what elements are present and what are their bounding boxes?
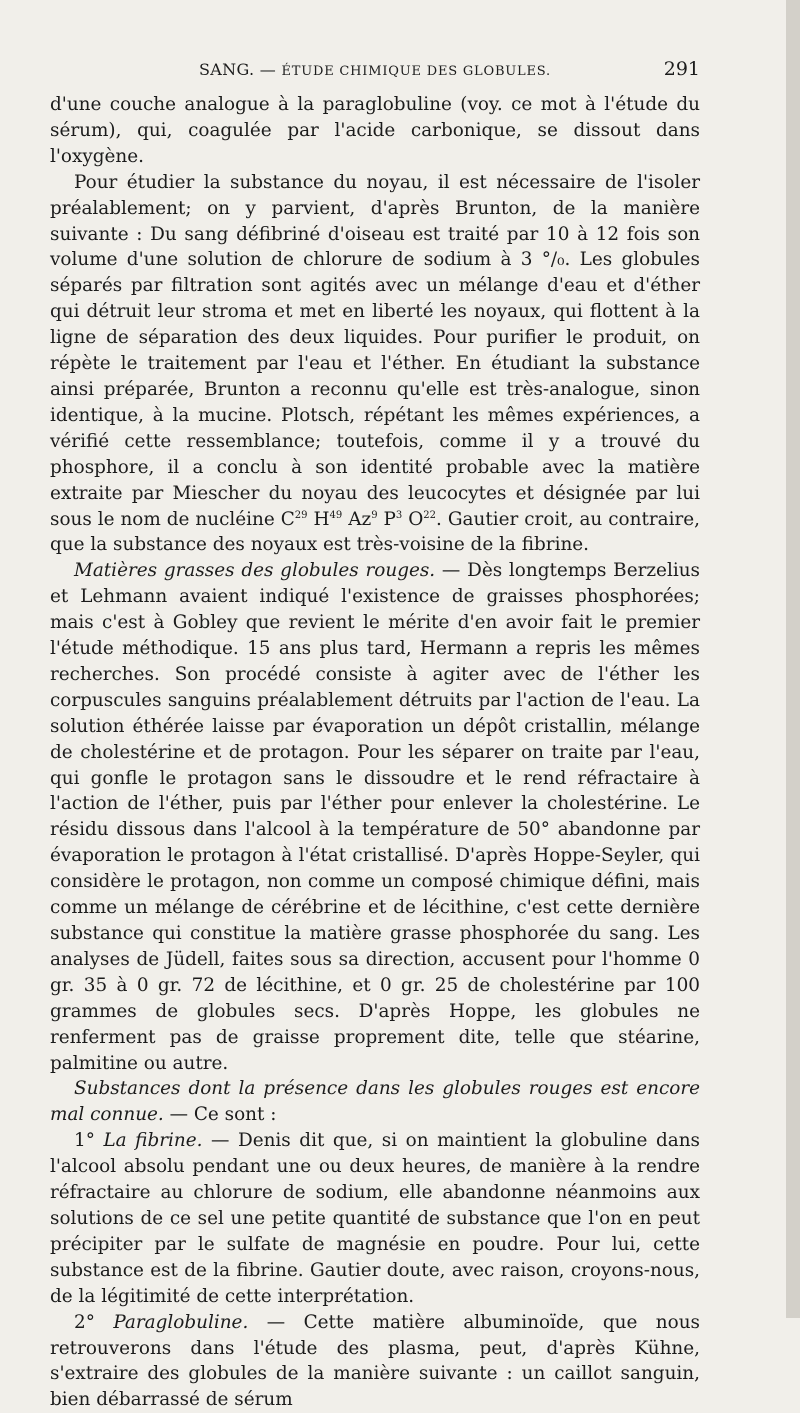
running-title-section: SANG. — [199, 60, 255, 79]
item-number-2: 2° — [74, 1311, 114, 1333]
paragraph-paraglobuline — [50, 1310, 700, 1413]
formula-o-index: 22 — [423, 509, 437, 521]
running-title — [50, 60, 700, 79]
formula-az: Az — [342, 508, 372, 530]
page-number: 291 — [663, 58, 700, 80]
formula-p-index: 3 — [395, 509, 403, 521]
running-header — [50, 58, 700, 88]
item-number-1: 1° — [74, 1130, 104, 1152]
section-heading-unknown: Substances dont la présence dans les globules rouges est encore mal connue. — [50, 1078, 700, 1126]
section-heading-fats: Matières grasses des globules rouges. — [74, 560, 436, 582]
formula-h: H — [307, 508, 330, 530]
running-title-dash: — — [259, 60, 277, 79]
paragraph-1-text: d'une couche analogue à la paraglobuline (voy. ce mot à l'étude du sérum), qui, coagulée par l'acide carbonique, se dissout dans l'oxygène. — [50, 94, 700, 167]
paragraph-1 — [50, 92, 700, 170]
formula-c-index: 29 — [294, 509, 308, 521]
page-gutter-shadow — [786, 0, 800, 1318]
paragraph-unknown-text: — Ce sont : — [163, 1104, 277, 1126]
running-title-subsection: ÉTUDE CHIMIQUE DES GLOBULES. — [281, 64, 551, 79]
paragraph-fats-text: — Dès longtemps Berzelius et Lehmann avaient indiqué l'existence de graisses phosphorées; mais c'est à Gobley que revient le mérite d'en avoir fait le premier l'étude méthodique. 15 ans plus tard, Hermann a repris les mêmes recherches. Son procédé consiste à agiter avec de l'éther les corpuscules sanguins préalablement détruits par l'action de l'eau. La solution éthérée laisse par évaporation un dépôt cristallin, mélange de cholestérine et de protagon. Pour les séparer on traite par l'eau, qui gonfle le protagon sans le dissoudre et le rend réfractaire à l'action de l'éther, puis par l'éther pour enlever la cholestérine. Le résidu dissous dans l'alcool à la température de 50° abandonne par évaporation le protagon à l'état cristallisé. D'après Hoppe-Seyler, qui considère le protagon, non comme un composé chimique défini, mais comme un mélange de cérébrine et de lécithine, c'est cette dernière substance qui constitue la matière grasse phosphorée du sang. Les analyses de Jüdell, faites sous sa direction, accusent pour l'homme 0 gr. 35 à 0 gr. 72 de lécithine, et 0 gr. 25 de cholestérine par 100 grammes de globules secs. D'après Hoppe, les globules ne renferment pas de graisse proprement dite, telle que stéarine, palmitine ou autre. — [50, 560, 700, 1074]
formula-o: O — [402, 508, 424, 530]
formula-h-index: 49 — [329, 509, 343, 521]
paragraph-unknown-substances — [50, 1076, 700, 1128]
paragraph-fibrine — [50, 1128, 700, 1309]
paragraph-nucleus — [50, 170, 700, 559]
formula-p: P — [377, 508, 396, 530]
paragraph-fibrine-text: — Denis dit que, si on maintient la globuline dans l'alcool absolu pendant une ou deux heures, de manière à la rendre réfractaire au chlorure de sodium, elle abandonne néanmoins aux solutions de ce sel une petite quantité de substance que l'on en peut précipiter par le sulfate de magnésie en poudre. Pour lui, cette substance est de la fibrine. Gautier doute, avec raison, croyons-nous, de la légitimité de cette interprétation. — [50, 1130, 700, 1307]
paragraph-nucleus-text-end: . Gautier croit, au contraire, que la substance des noyaux est très-voisine de la fibrine. — [50, 508, 700, 556]
item-heading-fibrine: La fibrine. — [103, 1130, 203, 1152]
item-heading-paraglobuline: Paraglobuline. — [113, 1311, 249, 1333]
body-text — [50, 92, 700, 1413]
paragraph-nucleus-text: Pour étudier la substance du noyau, il est nécessaire de l'isoler préalablement; on y parvient, d'après Brunton, de la manière suivante : Du sang défibriné d'oiseau est traité par 10 à 12 fois son volume d'une solution de chlorure de sodium à 3 °/₀. Les globules séparés par filtration sont agités avec un mélange d'eau et d'éther qui détruit leur stroma et met en liberté les noyaux, qui flottent à la ligne de séparation des deux liquides. Pour purifier le produit, on répète le traitement par l'eau et l'éther. En étudiant la substance ainsi préparée, Brunton a reconnu qu'elle est très-analogue, sinon identique, à la mucine. Plotsch, répétant les mêmes expériences, a vérifié cette ressemblance; toutefois, comme il y a trouvé du phosphore, il a conclu à son identité probable avec la matière extraite par Miescher du noyau des leucocytes et désignée par lui sous le nom de nucléine C — [50, 171, 700, 530]
paragraph-fats — [50, 558, 700, 1076]
formula-az-index: 9 — [371, 509, 378, 521]
paragraph-paraglobuline-text: — Cette matière albuminoïde, que nous retrouverons dans l'étude des plasma, peut, d'après Kühne, s'extraire des globules de la manière suivante : un caillot sanguin, bien débarrassé de sérum — [50, 1311, 700, 1411]
